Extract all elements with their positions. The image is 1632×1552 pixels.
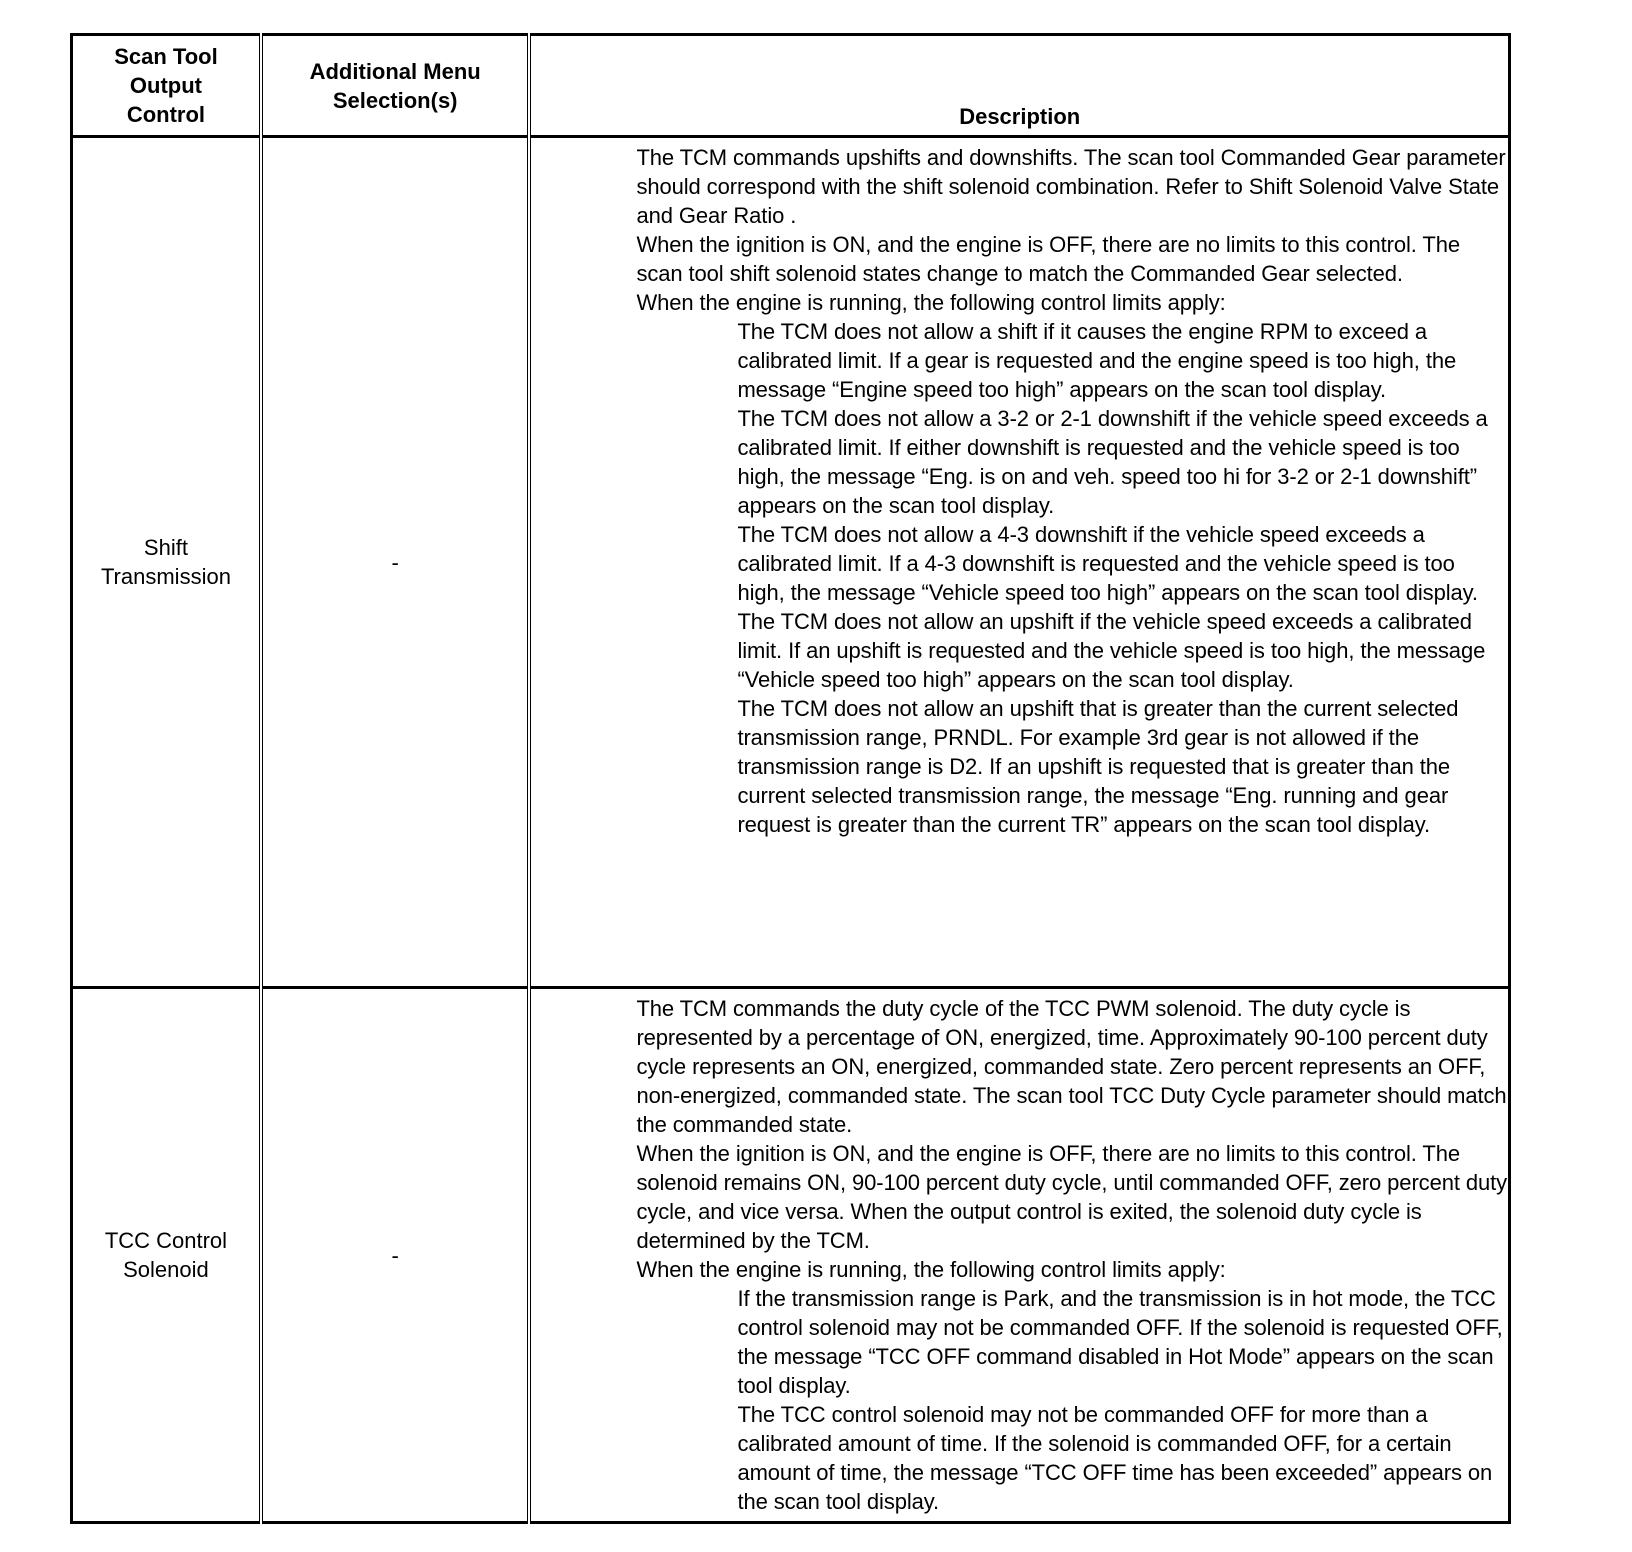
table-row <box>72 137 1510 988</box>
description-paragraph: When the engine is running, the following control limits apply: <box>636 1257 1226 1282</box>
description-limit-item: The TCM does not allow a 3-2 or 2-1 downshift if the vehicle speed exceeds a calibrated limit. If either downshift is requested and the vehicle speed is too high, the message “Eng. is on and veh. speed too hi for 3-2 or 2-1 downshift” appears on the scan tool display. <box>737 406 1488 518</box>
description-limit-item: The TCM does not allow an upshift that is greater than the current selected transmission range, PRNDL. For example 3rd gear is not allowed if the transmission range is D2. If an upshift is requested that is greater than the current selected transmission range, the message “Eng. running and gear request is greater than the current TR” appears on the scan tool display. <box>737 696 1459 837</box>
header-scan-tool-output-control <box>72 35 261 137</box>
header-additional-menu-selections <box>261 35 530 137</box>
header-line: Control <box>126 102 206 127</box>
control-name-line: Shift <box>143 535 188 560</box>
table-header-row <box>72 35 1510 137</box>
control-name-line: TCC Control <box>104 1228 228 1253</box>
header-line: Description <box>959 104 1081 129</box>
description-cell <box>529 988 1509 1523</box>
header-description <box>529 35 1509 137</box>
description-paragraph: The TCM commands upshifts and downshifts. The scan tool Commanded Gear parameter should correspond with the shift solenoid combination. Refer to Shift Solenoid Valve State and Gear Ratio . <box>636 145 1506 228</box>
description-limit-item: The TCC control solenoid may not be commanded OFF for more than a calibrated amount of time. If the solenoid is commanded OFF, for a certain amount of time, the message “TCC OFF time has been exceeded” appears on the scan tool display. <box>737 1402 1493 1514</box>
description-paragraph: The TCM commands the duty cycle of the TCC PWM solenoid. The duty cycle is represented by a percentage of ON, energized, time. Approximately 90-100 percent duty cycle represents an ON, energized, commanded state. Zero percent represents an OFF, non-energized, commanded state. The scan tool TCC Duty Cycle parameter should match the commanded state. <box>636 996 1507 1137</box>
description-paragraph: When the ignition is ON, and the engine is OFF, there are no limits to this control. The scan tool shift solenoid states change to match the Commanded Gear selected. <box>636 232 1460 286</box>
header-line: Selection(s) <box>332 87 458 113</box>
description-limit-item: The TCM does not allow a 4-3 downshift if the vehicle speed exceeds a calibrated limit. If a 4-3 downshift is requested and the vehicle speed is too high, the message “Vehicle speed too high” appears on the scan tool display. <box>737 522 1478 605</box>
selection-cell: - <box>261 137 530 988</box>
description-cell <box>529 137 1509 988</box>
table-row <box>72 988 1510 1523</box>
output-control-table <box>70 33 1511 1524</box>
selection-cell: - <box>261 988 530 1523</box>
control-name-line: Solenoid <box>123 1257 209 1282</box>
header-line: Additional Menu <box>309 58 481 84</box>
description-paragraph: When the ignition is ON, and the engine is OFF, there are no limits to this control. The solenoid remains ON, 90-100 percent duty cycle, until commanded OFF, zero percent duty cycle, and vice versa. When the output control is exited, the solenoid duty cycle is determined by the TCM. <box>636 1141 1508 1253</box>
description-paragraph: When the engine is running, the following control limits apply: <box>636 290 1226 315</box>
description-limit-item: If the transmission range is Park, and the transmission is in hot mode, the TCC control solenoid may not be commanded OFF. If the solenoid is requested OFF, the message “TCC OFF command disabled in Hot Mode” appears on the scan tool display. <box>737 1286 1503 1398</box>
header-line: Scan Tool <box>114 44 218 69</box>
description-limit-item: The TCM does not allow an upshift if the vehicle speed exceeds a calibrated limit. If an upshift is requested and the vehicle speed is too high, the message “Vehicle speed too high” appears on the scan tool display. <box>737 609 1486 692</box>
header-line: Output <box>129 73 202 98</box>
control-cell <box>72 988 261 1523</box>
control-cell <box>72 137 261 988</box>
control-name-line: Transmission <box>100 564 231 589</box>
description-limit-item: The TCM does not allow a shift if it causes the engine RPM to exceed a calibrated limit. If a gear is requested and the engine speed is too high, the message “Engine speed too high” appears on the scan tool display. <box>737 319 1457 402</box>
